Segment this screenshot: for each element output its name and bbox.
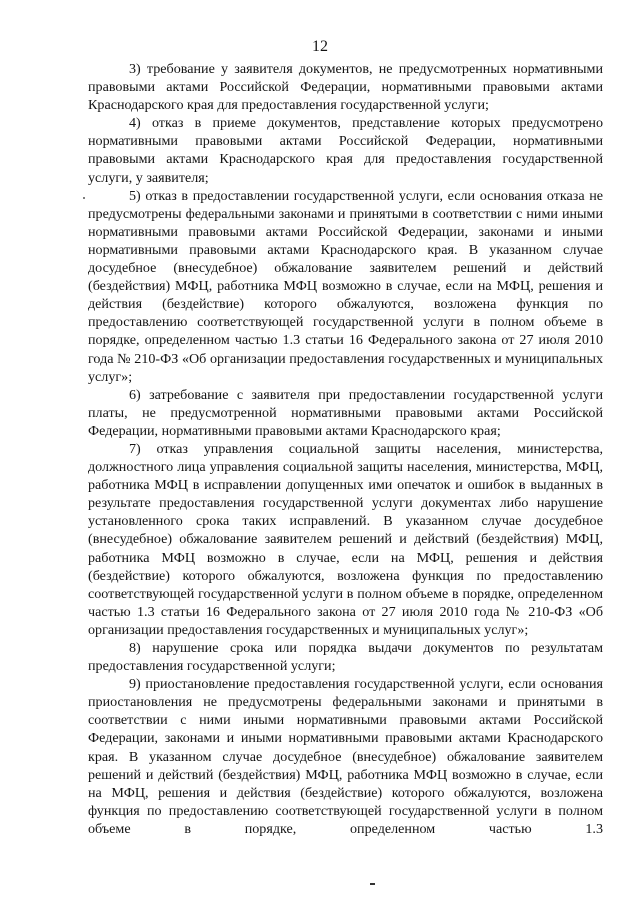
page-number: 12 [312,38,328,55]
scan-dash [370,883,375,885]
paragraph-item-3: 3) требование у заявителя документов, не предусмотренных нормативными правовыми актами Российской Федерации, нормативными правовыми актами Краснодарского края для предоставления государственной услуги; [88,61,603,114]
paragraph-item-8: 8) нарушение срока или порядка выдачи документов по результатам предоставления государственной услуги; [88,640,603,675]
paragraph-item-6: 6) затребование с заявителя при предоставлении государственной услуги платы, не предусмотренной нормативными правовыми актами Российской Федерации, нормативными правовыми актами Краснодарского края; [88,386,603,439]
paragraph-item-9: 9) приостановление предоставления государственной услуги, если основания приостановления не предусмотрены федеральными законами и принятыми в соответствии с ними иными нормативными правовыми актами Российской Федерации, законами и иными нормативными правовыми актами Краснодарского края. В указанном случае досудебное (внесудебное) обжалование заявителем решений и действий (бездействия) МФЦ, работника МФЦ возможно в случае, если на МФЦ, решения и действия (бездействие) которого обжалуются, возложена функция по предоставлению соответствующей государственной услуги в полном объеме в порядке, определенном частью 1.3 [88,676,603,837]
page-body [88,60,603,838]
paragraph-item-4: 4) отказ в приеме документов, представление которых предусмотрено нормативными правовыми актами Российской Федерации, нормативными правовыми актами Краснодарского края для предоставления государственной услуги, у заявителя; [88,115,603,186]
paragraph-item-5: 5) отказ в предоставлении государственной услуги, если основания отказа не предусмотрены федеральными законами и принятыми в соответствии с ними иными нормативными правовыми актами Российской Федерации, законами и иными нормативными правовыми актами Краснодарского края. В указанном случае досудебное (внесудебное) обжалование заявителем решений и действий (бездействия) МФЦ, работника МФЦ возможно в случае, если на МФЦ, решения и действия (бездействие) которого обжалуются, возложена функция по предоставлению соответствующей государственной услуги в полном объеме в порядке, определенном частью 1.3 статьи 16 Федерального закона от 27 июля 2010 года № 210-ФЗ «Об организации предоставления государственных и муниципальных услуг»; [88,187,603,385]
paragraph-item-7: 7) отказ управления социальной защиты населения, министерства, должностного лица управления социальной защиты населения, министерства, МФЦ, работника МФЦ в исправлении допущенных ими опечаток и ошибок в выданных в результате предоставления государственной услуги документах либо нарушение установленного срока таких исправлений. В указанном случае досудебное (внесудебное) обжалование заявителем решений и действий (бездействия) МФЦ, работника МФЦ возможно в случае, если на МФЦ, решения и действия (бездействие) которого обжалуются, возложена функция по предоставлению соответствующей государственной услуги в полном объеме в порядке, определенном частью 1.3 статьи 16 Федерального закона от 27 июля 2010 года № 210-ФЗ «Об организации предоставления государственных и муниципальных услуг»; [88,440,603,638]
scan-speck [83,197,85,199]
